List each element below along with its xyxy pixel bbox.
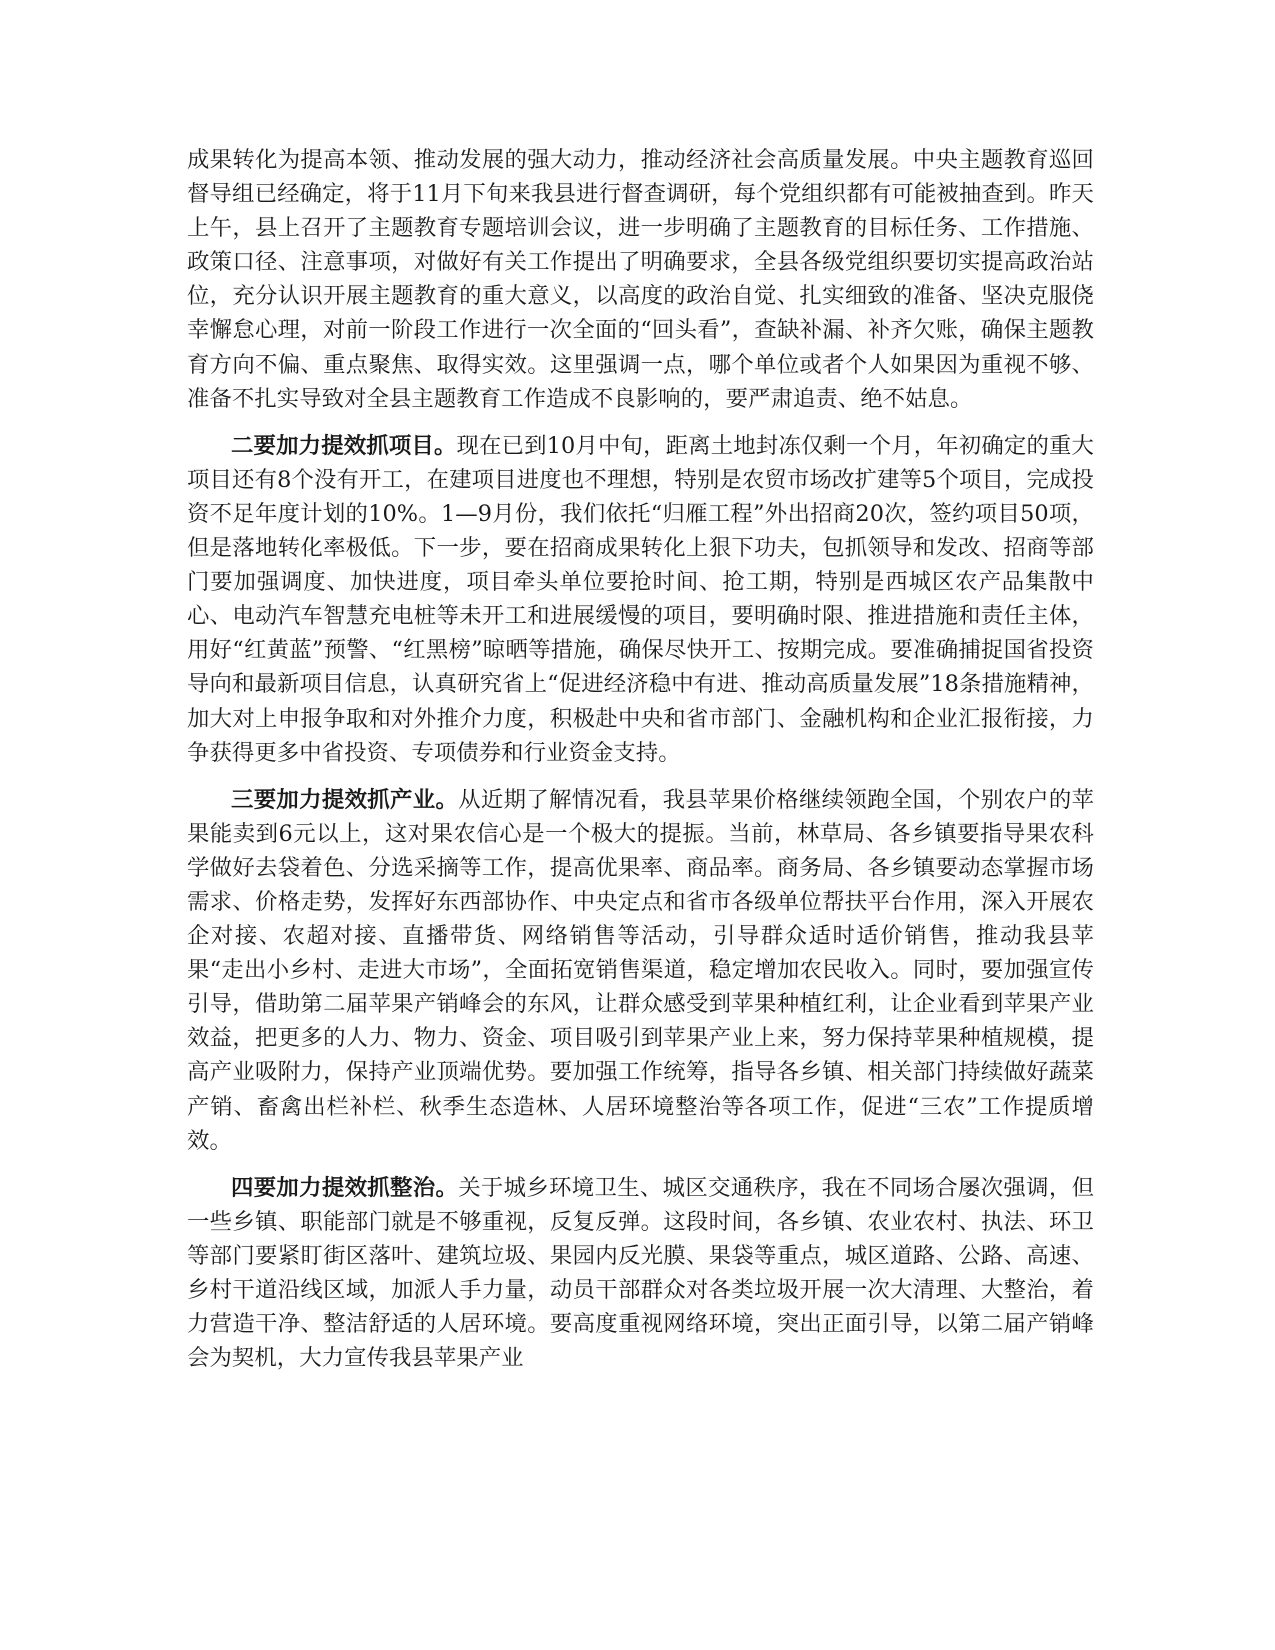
paragraph-text: 关于城乡环境卫生、城区交通秩序，我在不同场合屡次强调，但一些乡镇、职能部门就是不够重视，反复反弹。这段时间，各乡镇、农业农村、执法、环卫等部门要紧盯街区落叶、建筑垃圾、果园内反光膜、果袋等重点，城区道路、公路、高速、乡村干道沿线区域，加派人手力量，动员干部群众对各类垃圾开展一次大清理、大整治，着力营造干净、整洁舒适的人居环境。要高度重视网络环境，突出正面引导，以第二届产销峰会为契机，大力宣传我县苹果产业 bbox=[187, 1174, 1095, 1372]
paragraph-rectification bbox=[187, 1171, 1094, 1376]
paragraph-heading: 三要加力提效抓产业。 bbox=[231, 786, 459, 813]
paragraph-industry bbox=[187, 783, 1094, 1158]
paragraph-text: 现在已到10月中旬，距离土地封冻仅剩一个月，年初确定的重大项目还有8个没有开工，在建项目进度也不理想，特别是农贸市场改扩建等5个项目，完成投资不足年度计划的10%。1—9月份，我们依托“归雁工程”外出招商20次，签约项目50项，但是落地转化率极低。下一步，要在招商成果转化上狠下功夫，包抓领导和发改、招商等部门要加强调度、加快进度，项目牵头单位要抢时间、抢工期，特别是西城区农产品集散中心、电动汽车智慧充电桩等未开工和进展缓慢的项目，要明确时限、推进措施和责任主体，用好“红黄蓝”预警、“红黑榜”晾晒等措施，确保尽快开工、按期完成。要准确捕捉国省投资导向和最新项目信息，认真研究省上“促进经济稳中有进、推动高质量发展”18条措施精神，加大对上申报争取和对外推介力度，积极赴中央和省市部门、金融机构和企业汇报衔接，力争获得更多中省投资、专项债券和行业资金支持。 bbox=[187, 432, 1094, 766]
paragraph-projects bbox=[187, 429, 1094, 770]
paragraph-heading: 四要加力提效抓整治。 bbox=[231, 1174, 459, 1201]
document-page bbox=[187, 143, 1094, 1388]
paragraph-text: 从近期了解情况看，我县苹果价格继续领跑全国，个别农户的苹果能卖到6元以上，这对果农信心是一个极大的提振。当前，林草局、各乡镇要指导果农科学做好去袋着色、分选采摘等工作，提高优果率、商品率。商务局、各乡镇要动态掌握市场需求、价格走势，发挥好东西部协作、中央定点和省市各级单位帮扶平台作用，深入开展农企对接、农超对接、直播带货、网络销售等活动，引导群众适时适价销售，推动我县苹果“走出小乡村、走进大市场”，全面拓宽销售渠道，稳定增加农民收入。同时，要加强宣传引导，借助第二届苹果产销峰会的东风，让群众感受到苹果种植红利，让企业看到苹果产业效益，把更多的人力、物力、资金、项目吸引到苹果产业上来，努力保持苹果种植规模，提高产业吸附力，保持产业顶端优势。要加强工作统筹，指导各乡镇、相关部门持续做好蔬菜产销、畜禽出栏补栏、秋季生态造林、人居环境整治等各项工作，促进“三农”工作提质增效。 bbox=[187, 786, 1095, 1154]
paragraph-text: 成果转化为提高本领、推动发展的强大动力，推动经济社会高质量发展。中央主题教育巡回督导组已经确定，将于11月下旬来我县进行督查调研，每个党组织都有可能被抽查到。昨天上午，县上召开了主题教育专题培训会议，进一步明确了主题教育的目标任务、工作措施、政策口径、注意事项，对做好有关工作提出了明确要求，全县各级党组织要切实提高政治站位，充分认识开展主题教育的重大意义，以高度的政治自觉、扎实细致的准备、坚决克服侥幸懈怠心理，对前一阶段工作进行一次全面的“回头看”，查缺补漏、补齐欠账，确保主题教育方向不偏、重点聚焦、取得实效。这里强调一点，哪个单位或者个人如果因为重视不够、准备不扎实导致对全县主题教育工作造成不良影响的，要严肃追责、绝不姑息。 bbox=[187, 147, 1094, 412]
paragraph-continuation bbox=[187, 143, 1094, 416]
paragraph-heading: 二要加力提效抓项目。 bbox=[231, 432, 457, 459]
